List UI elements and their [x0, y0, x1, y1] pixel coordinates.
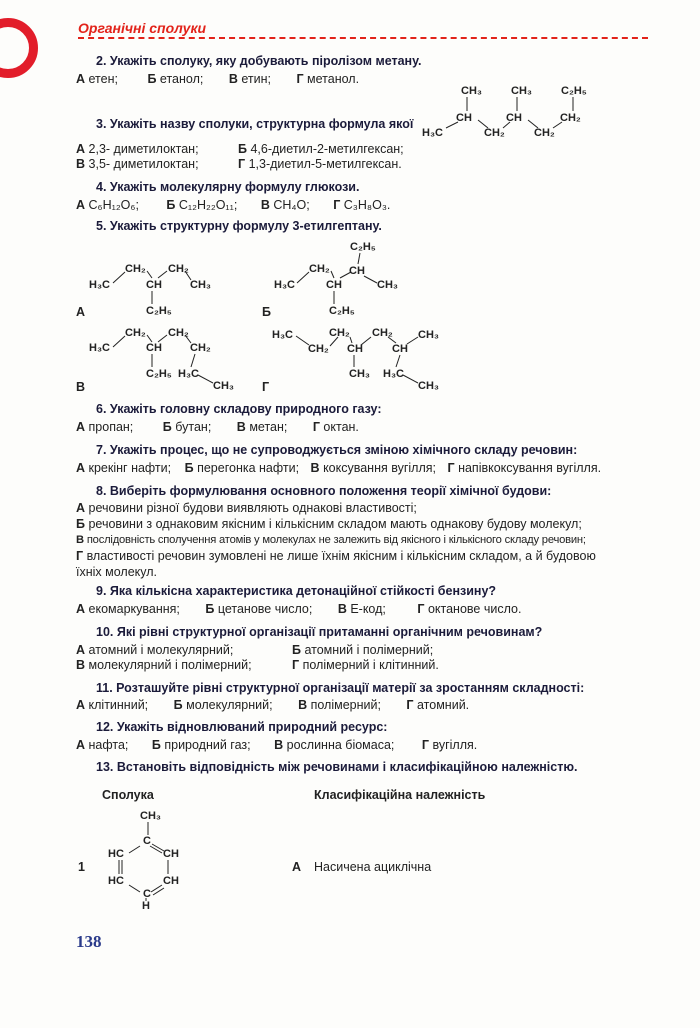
chem-ch3: CH₃ [377, 279, 398, 291]
chem-h3c: H₃C [89, 279, 110, 291]
question-9-answers: А екомаркування; Б цетанове число; В Е-код; Г октанове число. [76, 602, 522, 616]
option-b[interactable]: Б атомний і полімерний; [292, 643, 434, 657]
option-b-label[interactable]: Б [262, 305, 271, 319]
section-header: Органічні сполуки [78, 20, 207, 36]
option-a[interactable]: пропан; [88, 420, 134, 434]
chem-c: C [143, 835, 151, 847]
question-5: 5. Укажіть структурну формулу 3-етилгептану. [96, 219, 382, 233]
question-12-answers: А нафта; Б природний газ; В рослинна біомаса; Г вугілля. [76, 738, 478, 752]
chem-c2h5: C₂H₅ [561, 85, 587, 97]
match-row-number: 1 [78, 860, 85, 874]
chem-ch2: CH₂ [190, 342, 211, 354]
chem-ch2: CH₂ [534, 127, 555, 139]
chem-ch3: CH₃ [418, 329, 439, 341]
option-g-label[interactable]: Г [262, 380, 270, 394]
option-g[interactable]: вугілля. [432, 738, 478, 752]
option-v[interactable]: В молекулярний і полімерний; [76, 658, 252, 672]
option-b[interactable]: перегонка нафти; [197, 461, 300, 475]
chem-ch2: CH₂ [308, 343, 329, 355]
question-2: 2. Укажіть сполуку, яку добувають піролізом метану. [96, 54, 422, 68]
page-number: 138 [76, 932, 102, 951]
chem-ch: CH [326, 279, 342, 291]
option-g[interactable]: метанол. [307, 72, 360, 86]
chem-ch: CH [506, 112, 522, 124]
chem-hc: HC [108, 848, 124, 860]
option-v[interactable]: коксування вугілля; [323, 461, 437, 475]
option-a[interactable]: екомаркування; [88, 602, 180, 616]
option-letter: А [76, 72, 86, 86]
option-a[interactable]: етен; [88, 72, 118, 86]
option-g-continued: їхніх молекул. [76, 565, 157, 579]
chem-ch3: CH₃ [140, 810, 161, 822]
question-6: 6. Укажіть головну складову природного газу: [96, 402, 382, 416]
chem-h3c: H₃C [89, 342, 110, 354]
option-v[interactable]: В послідовність сполучення атомів у молекулах не залежить від якісного і кількісного складу речовин; [76, 534, 586, 546]
option-b[interactable]: бутан; [175, 420, 212, 434]
question-4: 4. Укажіть молекулярну формулу глюкози. [96, 180, 360, 194]
question-8: 8. Виберіть формулювання основного положення теорії хімічної будови: [96, 484, 552, 498]
chem-c2h5: C₂H₅ [146, 305, 172, 317]
question-7-answers: А крекінг нафти; Б перегонка нафти; В коксування вугілля; Г напівкоксування вугілля. [76, 461, 602, 475]
chem-ch2: CH₂ [309, 263, 330, 275]
question-3: 3. Укажіть назву сполуки, структурна формула якої [96, 117, 414, 131]
option-g[interactable]: Г полімерний і клітинний. [292, 658, 439, 672]
option-b[interactable]: природний газ; [164, 738, 251, 752]
chem-ch2: CH₂ [560, 112, 581, 124]
chem-ch2: CH₂ [484, 127, 505, 139]
chem-c2h5: C₂H₅ [146, 368, 172, 380]
option-b[interactable]: етанол; [159, 72, 204, 86]
chem-ch2: CH₂ [125, 327, 146, 339]
match-row-classification[interactable]: Насичена ациклічна [314, 860, 432, 874]
option-v[interactable]: рослинна біомаса; [286, 738, 395, 752]
chem-ch: CH [146, 342, 162, 354]
option-v[interactable]: полімерний; [310, 698, 381, 712]
option-g[interactable]: октанове число. [427, 602, 522, 616]
option-a-label[interactable]: А [76, 305, 86, 319]
chem-ch: CH [347, 343, 363, 355]
chem-c2h5: C₂H₅ [329, 305, 355, 317]
question-6-answers: А пропан; Б бутан; В метан; Г октан. [76, 420, 359, 434]
chem-h3c: H₃C [272, 329, 293, 341]
option-g[interactable]: C₃H₈O₃. [343, 198, 391, 212]
chem-ch3: CH₃ [349, 368, 370, 380]
chem-h3c: H₃C [178, 368, 199, 380]
question-12: 12. Укажіть відновлюваний природний ресурс: [96, 720, 388, 734]
column-header-classification: Класифікаційна належність [314, 788, 486, 802]
question-11: 11. Розташуйте рівні структурної організації матерії за зростанням складності: [96, 681, 585, 695]
chem-ch3: CH₃ [511, 85, 532, 97]
chem-h3c: H₃C [383, 368, 404, 380]
question-11-answers: А клітинний; Б молекулярний; В полімерний; Г атомний. [76, 698, 470, 712]
option-v[interactable]: Е-код; [350, 602, 386, 616]
chem-ch3: CH₃ [190, 279, 211, 291]
option-v[interactable]: CH₄O; [273, 198, 310, 212]
chem-ch2: CH₂ [168, 327, 189, 339]
chem-ch: CH [163, 848, 179, 860]
option-letter: Б [147, 72, 157, 86]
option-g[interactable]: Г 1,3-диетил-5-метилгексан. [238, 157, 402, 171]
chem-ch: CH [392, 343, 408, 355]
question-4-answers: А C₆H₁₂O₆; Б C₁₂H₂₂O₁₁; В CH₄O; Г C₃H₈O₃. [76, 198, 391, 212]
column-header-compound: Сполука [102, 788, 154, 802]
option-a[interactable]: крекінг нафти; [88, 461, 172, 475]
option-a[interactable]: А атомний і молекулярний; [76, 643, 234, 657]
option-letter: В [228, 72, 238, 86]
chem-ch2: CH₂ [372, 327, 393, 339]
chem-ch3: CH₃ [418, 380, 439, 392]
chem-h3c: H₃C [422, 127, 443, 139]
chem-ch: CH [163, 875, 179, 887]
option-b[interactable]: цетанове число; [217, 602, 313, 616]
chem-h3c: H₃C [274, 279, 295, 291]
option-a[interactable]: А речовини різної будови виявляють однакові властивості; [76, 501, 417, 515]
option-a[interactable]: А 2,3- диметилоктан; [76, 142, 199, 156]
option-b[interactable]: Б речовини з однаковим якісним і кількісним складом мають однакову будову молекул; [76, 517, 582, 531]
chem-hc: HC [108, 875, 124, 887]
chem-ch: CH [349, 265, 365, 277]
option-a[interactable]: клітинний; [88, 698, 149, 712]
option-v[interactable]: В 3,5- диметилоктан; [76, 157, 199, 171]
option-a[interactable]: C₆H₁₂O₆; [88, 198, 139, 212]
option-g[interactable]: атомний. [417, 698, 470, 712]
chem-ch2: CH₂ [168, 263, 189, 275]
chem-ch3: CH₃ [213, 380, 234, 392]
option-g[interactable]: Г властивості речовин зумовлені не лише їхнім якісним і кількісним складом, а й будовою [76, 549, 596, 563]
match-row-letter: А [292, 860, 302, 874]
question-13: 13. Встановіть відповідність між речовинами і класифікаційною належністю. [96, 760, 578, 774]
option-v-label[interactable]: В [76, 380, 86, 394]
option-letter: Г [296, 72, 304, 86]
chem-ch3: CH₃ [461, 85, 482, 97]
question-10: 10. Які рівні структурної організації притаманні органічним речовинам? [96, 625, 543, 639]
option-g[interactable]: напівкоксування вугілля. [458, 461, 602, 475]
chem-c: C [143, 888, 151, 900]
chem-ch: CH [146, 279, 162, 291]
chem-ch2: CH₂ [329, 327, 350, 339]
option-b[interactable]: C₁₂H₂₂O₁₁; [178, 198, 238, 212]
question-7: 7. Укажіть процес, що не супроводжується зміною хімічного складу речовин: [96, 443, 578, 457]
chem-ch2: CH₂ [125, 263, 146, 275]
chem-c2h5: C₂H₅ [350, 241, 376, 253]
chem-h: H [142, 900, 150, 912]
option-g[interactable]: октан. [323, 420, 359, 434]
option-b[interactable]: Б 4,6-диетил-2-метилгексан; [238, 142, 404, 156]
option-v[interactable]: метан; [249, 420, 288, 434]
option-v[interactable]: етин; [241, 72, 271, 86]
option-b[interactable]: молекулярний; [186, 698, 273, 712]
option-a[interactable]: нафта; [88, 738, 129, 752]
question-9: 9. Яка кількісна характеристика детонаційної стійкості бензину? [96, 584, 497, 598]
chem-ch: CH [456, 112, 472, 124]
